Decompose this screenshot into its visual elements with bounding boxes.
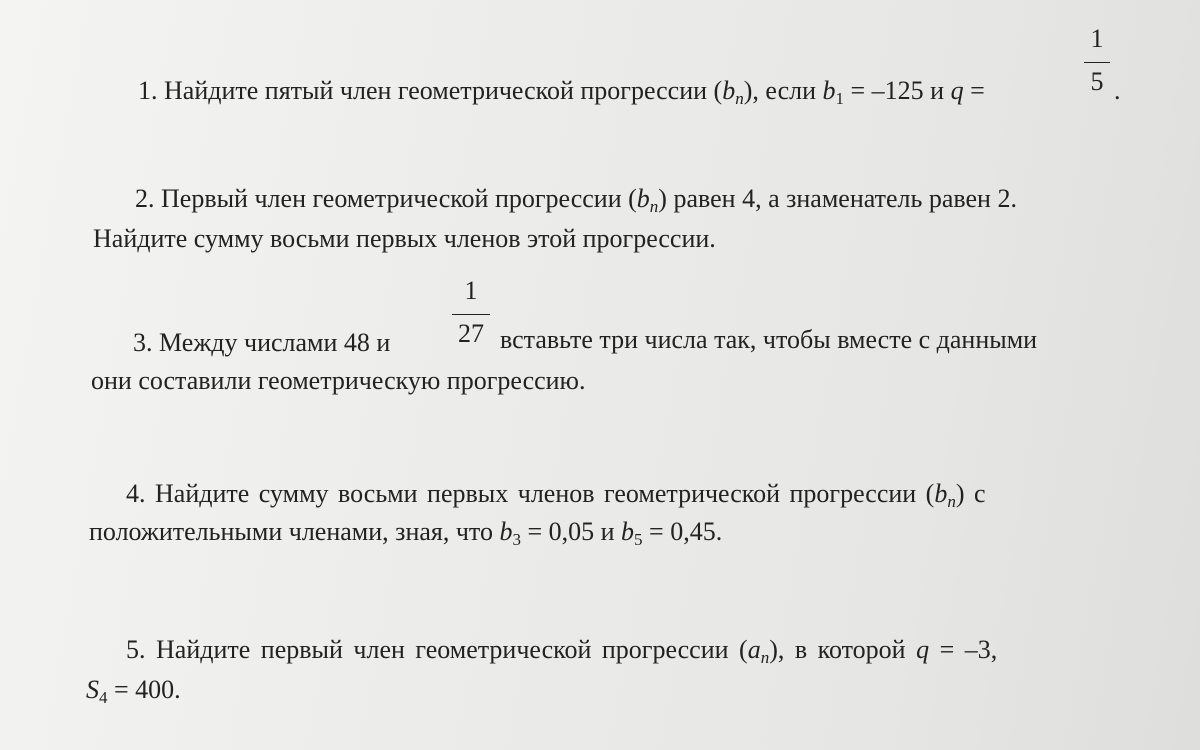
fraction-numerator: 1 <box>1090 24 1104 53</box>
ratio-fraction <box>1084 26 1110 95</box>
period: . <box>1114 76 1121 105</box>
term-value: = 0,05 и <box>520 517 622 546</box>
problem-text: ) с <box>955 479 986 508</box>
problem-text: ), в которой <box>769 635 917 664</box>
sum-symbol: S <box>86 675 99 704</box>
ratio-value: = –3, <box>929 635 998 664</box>
term-value: = –125 и <box>844 76 951 105</box>
sequence-symbol: b <box>636 184 650 213</box>
sequence-index: n <box>735 89 744 108</box>
sum-value: = 400. <box>107 675 181 704</box>
problem-number: 2. <box>135 184 155 213</box>
problem-3-line-1-start <box>133 330 390 356</box>
problem-number: 3. <box>133 328 153 357</box>
problem-5-line-2 <box>86 677 181 706</box>
value-fraction <box>452 278 490 347</box>
problem-text: Найдите первый член геометрической прогрессии ( <box>156 635 748 664</box>
equals-sign: = <box>963 76 985 105</box>
problem-number: 1. <box>138 76 158 105</box>
problem-4-line-2 <box>89 519 722 548</box>
problem-3-line-2 <box>91 368 585 394</box>
sequence-index: n <box>649 197 659 216</box>
problem-text: Между числами 48 и <box>159 328 391 357</box>
problem-2-line-1 <box>135 186 1017 215</box>
ratio-symbol: q <box>916 635 930 664</box>
problem-5-line-1 <box>126 637 997 666</box>
term-symbol: b <box>499 517 513 546</box>
problem-4-line-1 <box>126 481 986 510</box>
problem-text: Найдите сумму восьми первых членов геометрической прогрессии ( <box>155 479 935 508</box>
sum-index: 4 <box>99 688 108 707</box>
problem-text: они составили геометрическую прогрессию. <box>91 366 586 395</box>
term-index: 5 <box>634 530 643 549</box>
problem-text: ) равен 4, а знаменатель равен 2. <box>658 184 1017 213</box>
problem-text: Найдите сумму восьми первых членов этой прогрессии. <box>93 224 716 253</box>
term-symbol: b <box>822 76 836 105</box>
ratio-symbol: q <box>950 76 964 105</box>
problem-text: ), если <box>743 76 823 105</box>
term-symbol: b <box>621 517 635 546</box>
problem-1 <box>138 78 985 107</box>
problem-number: 4. <box>126 479 146 508</box>
term-value: = 0,45. <box>642 517 723 546</box>
problem-3-line-1-end <box>500 327 1037 353</box>
sequence-symbol: a <box>747 635 761 664</box>
sequence-symbol: b <box>722 76 736 105</box>
fraction-denominator: 5 <box>1090 67 1104 96</box>
problem-text: положительными членами, зная, что <box>89 517 500 546</box>
problem-text: вставьте три числа так, чтобы вместе с данными <box>500 325 1038 354</box>
term-index: 3 <box>512 530 521 549</box>
problem-number: 5. <box>126 635 146 664</box>
term-index: 1 <box>835 89 844 108</box>
sequence-symbol: b <box>934 479 948 508</box>
sequence-index: n <box>760 648 770 667</box>
fraction-denominator: 27 <box>458 319 484 348</box>
sequence-index: n <box>947 492 956 511</box>
problem-text: Первый член геометрической прогрессии ( <box>161 184 637 213</box>
fraction-numerator: 1 <box>464 276 478 305</box>
problem-text: Найдите пятый член геометрической прогрессии ( <box>164 76 723 105</box>
problem-1-end <box>1114 78 1121 104</box>
problem-2-line-2 <box>93 226 716 252</box>
